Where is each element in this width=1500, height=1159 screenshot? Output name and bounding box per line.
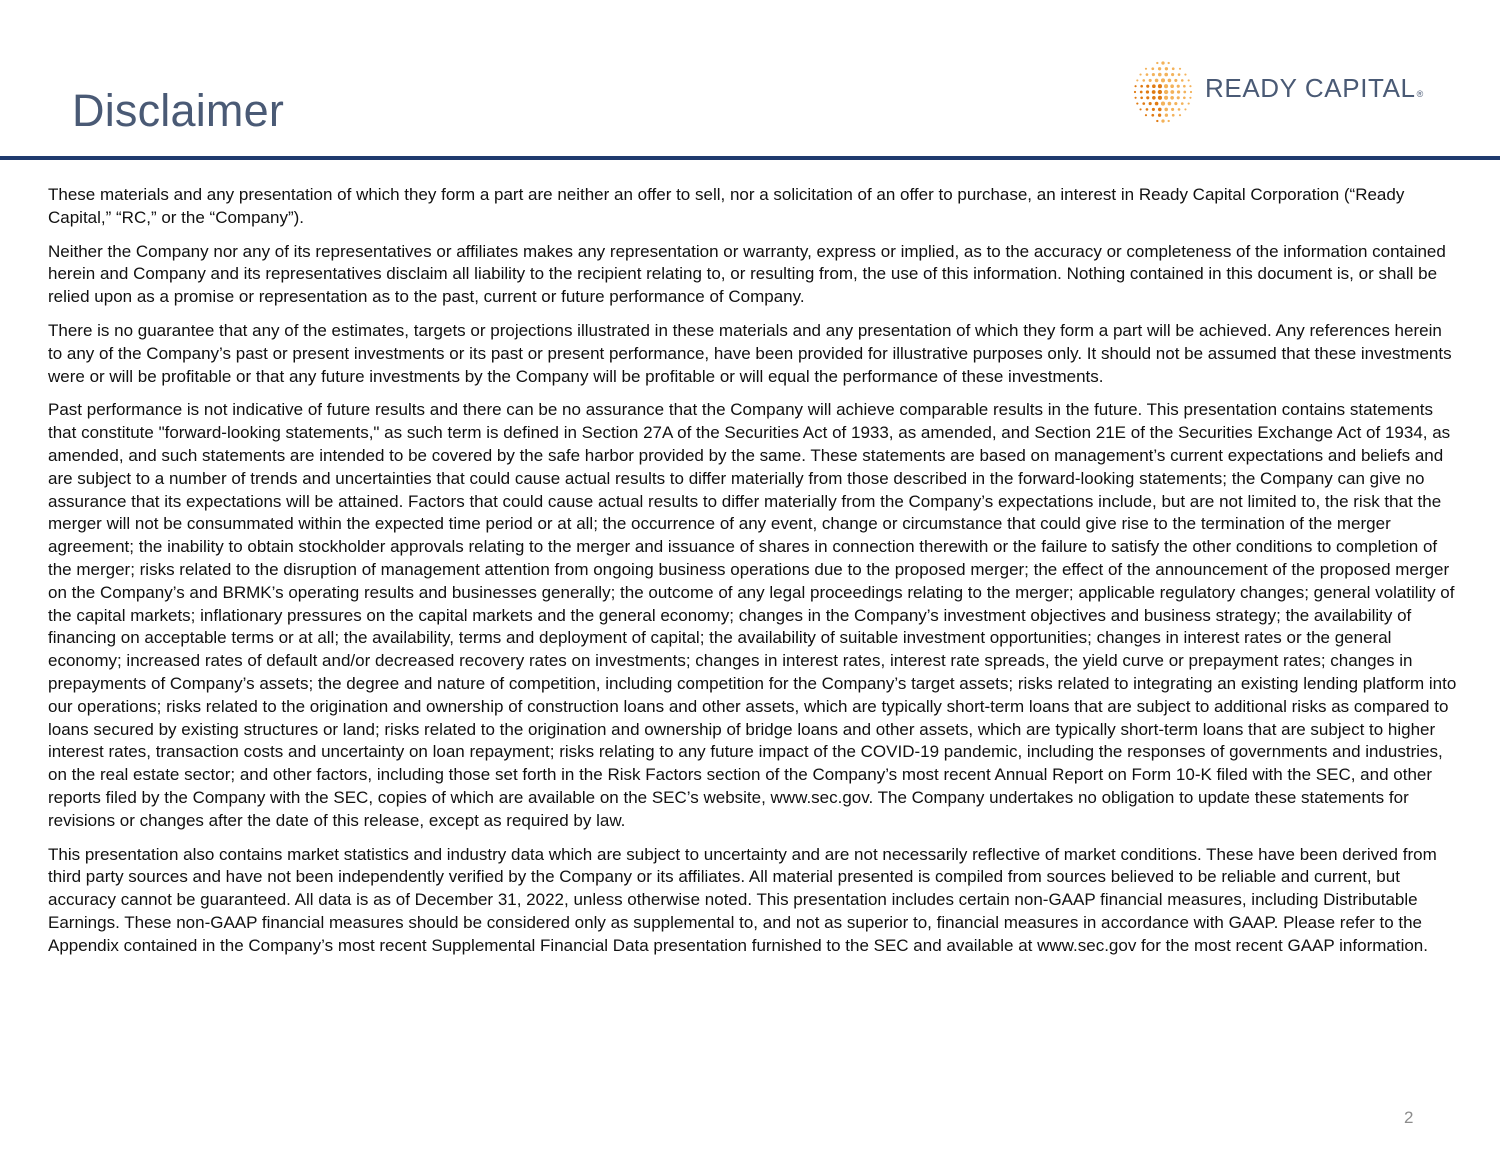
logo-dot bbox=[1151, 67, 1154, 70]
logo-dot bbox=[1168, 120, 1170, 122]
logo-dot bbox=[1161, 78, 1165, 82]
logo-dot bbox=[1142, 102, 1145, 105]
logo-dot bbox=[1149, 79, 1152, 82]
logo-dot bbox=[1170, 90, 1174, 94]
logo-dot bbox=[1158, 96, 1162, 100]
logo-dot bbox=[1183, 96, 1186, 99]
logo-dot bbox=[1179, 114, 1181, 116]
logo-dot bbox=[1151, 114, 1154, 117]
disclaimer-paragraph-no-guarantee: There is no guarantee that any of the estimates, targets or projections illustrated in these materials and any presentation of which they form a part will be achieved. Any references herein to any of the Company’s past or present investments or its past or present performance, have been provided for illustrative purposes only. It should not be assumed that these investments were or will be profitable or that any future investments by the Company will be profitable or will equal the performance of these investments. bbox=[48, 320, 1452, 386]
logo-dot bbox=[1172, 67, 1175, 70]
logo-dot bbox=[1149, 102, 1152, 105]
logo-dot bbox=[1140, 91, 1143, 94]
logo-dot bbox=[1146, 96, 1149, 99]
logo-dot bbox=[1181, 102, 1184, 105]
logo-dot bbox=[1164, 108, 1168, 112]
logo-dot bbox=[1178, 108, 1181, 111]
logo-dot bbox=[1158, 67, 1161, 70]
logo-dot bbox=[1140, 96, 1143, 99]
logo-dot bbox=[1170, 96, 1174, 100]
company-logo bbox=[1130, 60, 1450, 124]
logo-dot bbox=[1158, 84, 1162, 88]
logo-dot bbox=[1171, 73, 1174, 76]
dot-grid-logo-icon bbox=[1130, 60, 1196, 124]
logo-dot bbox=[1184, 74, 1186, 76]
logo-wordmark bbox=[1205, 75, 1424, 101]
logo-dot bbox=[1155, 79, 1159, 83]
logo-dot bbox=[1155, 102, 1159, 106]
header-divider bbox=[0, 156, 1500, 160]
logo-dot bbox=[1145, 114, 1147, 116]
page-title: Disclaimer bbox=[72, 85, 285, 136]
logo-dot bbox=[1189, 85, 1191, 87]
disclaimer-paragraph-no-warranty: Neither the Company nor any of its representatives or affiliates makes any representation or warranty, express or implied, as to the accuracy or completeness of the information contained herein and Company and its representatives disclaim all liability to the recipient relating to, or resulting from, the use of this information. Nothing contained in this document is, or shall be relied upon as a promise or representation as to the past, current or future performance of Company. bbox=[48, 241, 1446, 307]
logo-dot bbox=[1158, 108, 1162, 112]
logo-dot bbox=[1164, 90, 1168, 94]
logo-dot bbox=[1136, 79, 1138, 81]
logo-dot bbox=[1168, 102, 1172, 106]
logo-dot bbox=[1183, 85, 1186, 88]
logo-name: READY CAPITAL bbox=[1205, 73, 1416, 103]
logo-dot bbox=[1146, 108, 1149, 111]
logo-dot bbox=[1146, 85, 1149, 88]
logo-dot bbox=[1134, 85, 1136, 87]
logo-dot bbox=[1134, 97, 1136, 99]
logo-dot bbox=[1136, 103, 1138, 105]
logo-dot bbox=[1170, 84, 1174, 88]
logo-dot bbox=[1177, 96, 1180, 99]
logo-dot bbox=[1158, 73, 1162, 77]
logo-dot bbox=[1184, 108, 1186, 110]
logo-dot bbox=[1183, 91, 1186, 94]
logo-dot bbox=[1161, 102, 1165, 106]
logo-dot bbox=[1172, 114, 1175, 117]
disclaimer-paragraph-forward-looking: Past performance is not indicative of future results and there can be no assurance that the Company will achieve comparable results in the future. This presentation contains statements that constitute "forward-looking statements," as such term is defined in Section 27A of the Securities Act of 1933, as amended, and Section 21E of the Securities Exchange Act of 1934, as amended, and such statements are intended to be covered by the safe harbor provided by the same. These statements are based on management’s current expectations and beliefs and are subject to a number of trends and uncertainties that could cause actual results to differ materially from those described in the forward-looking statements; the Company can give no assurance that its expectations will be attained. Factors that could cause actual results to differ materially from the Company’s expectations include, but are not limited to, the risk that the merger will not be consummated within the expected time period or at all; the occurrence of any event, change or circumstance that could give rise to the termination of the merger agreement; the inability to obtain stockholder approvals relating to the merger and issuance of shares in connection therewith or the failure to satisfy the other conditions to completion of the merger; risks related to the disruption of management attention from ongoing business operations due to the proposed merger; the effect of the announcement of the proposed merger on the Company’s and BRMK’s operating results and businesses generally; the outcome of any legal proceedings relating to the merger; applicable regulatory changes; general volatility of the capital markets; inflationary pressures on the capital markets and the general economy; changes in the Company’s investment objectives and business strategy; the availability of financing on acceptable terms or at all; the availability, terms and deployment of capital; the availability of suitable investment opportunities; changes in interest rates or the general economy; increased rates of default and/or decreased recovery rates on investments; changes in interest rates, interest rate spreads, the yield curve or prepayment rates; changes in prepayments of Company’s assets; the degree and nature of competition, including competition for the Company’s target assets; risks related to integrating an existing lending platform into our operations; risks related to the origination and ownership of construction loans and other assets, which are typically short-term loans that are subject to additional risks as compared to loans secured by existing structures or land; risks related to the origination and ownership of bridge loans and other assets, which are typically short-term loans that are subject to higher interest rates, transaction costs and uncertainty on loan repayment; risks relating to any future impact of the COVID-19 pandemic, including the responses of governments and industries, on the real estate sector; and other factors, including those set forth in the Risk Factors section of the Company’s most recent Annual Report on Form 10-K filed with the SEC, and other reports filed by the Company with the SEC, copies of which are available on the SEC’s website, www.sec.gov. The Company undertakes no obligation to update these statements for revisions or changes after the date of this release, except as required by law. bbox=[48, 400, 1457, 830]
logo-dot bbox=[1174, 79, 1177, 82]
logo-dot bbox=[1152, 90, 1156, 94]
logo-dot bbox=[1165, 67, 1168, 70]
logo-dot bbox=[1179, 68, 1181, 70]
logo-dot bbox=[1188, 103, 1190, 105]
logo-dot bbox=[1139, 74, 1141, 76]
logo-dot bbox=[1146, 90, 1149, 93]
logo-dot bbox=[1190, 91, 1192, 93]
page-number: 2 bbox=[1404, 1108, 1414, 1127]
logo-dot bbox=[1146, 73, 1149, 76]
disclaimer-body bbox=[48, 184, 1458, 969]
logo-dot bbox=[1177, 90, 1180, 93]
logo-dot bbox=[1156, 62, 1158, 64]
logo-dot bbox=[1158, 114, 1161, 117]
logo-dot bbox=[1177, 85, 1180, 88]
logo-dot bbox=[1140, 85, 1143, 88]
logo-dot bbox=[1152, 96, 1156, 100]
logo-dot bbox=[1168, 62, 1170, 64]
logo-dot bbox=[1174, 102, 1177, 105]
logo-dot bbox=[1164, 84, 1168, 88]
logo-dot bbox=[1161, 119, 1164, 122]
logo-dot bbox=[1152, 73, 1155, 76]
disclaimer-paragraph-market-data: This presentation also contains market statistics and industry data which are subject to uncertainty and are not necessarily reflective of market conditions. These have been derived from third party sources and have not been independently verified by the Company or its affiliates. All material presented is compiled from sources believed to be reliable and current, but accuracy cannot be guaranteed. All data is as of December 31, 2022, unless otherwise noted. This presentation includes certain non-GAAP financial measures, including Distributable Earnings. These non-GAAP financial measures should be considered only as supplemental to, and not as superior to, financial measures in accordance with GAAP. Please refer to the Appendix contained in the Company’s most recent Supplemental Financial Data presentation furnished to the SEC and available at www.sec.gov for the most recent GAAP information. bbox=[48, 844, 1437, 955]
logo-dot bbox=[1134, 91, 1136, 93]
logo-dot bbox=[1156, 120, 1158, 122]
logo-dot bbox=[1164, 96, 1168, 100]
disclaimer-paragraph-offer: These materials and any presentation of which they form a part are neither an offer to sell, nor a solicitation of an offer to purchase, an interest in Ready Capital Corporation (“Ready Capital,” “RC,” or the “Company”). bbox=[48, 185, 1405, 227]
logo-dot bbox=[1161, 61, 1164, 64]
logo-dot bbox=[1178, 73, 1181, 76]
logo-dot bbox=[1171, 108, 1174, 111]
logo-dot bbox=[1139, 108, 1141, 110]
logo-dot bbox=[1152, 84, 1156, 88]
logo-dot bbox=[1164, 73, 1168, 77]
logo-dot bbox=[1158, 90, 1162, 94]
logo-dot bbox=[1165, 114, 1168, 117]
logo-dot bbox=[1145, 68, 1147, 70]
logo-dot bbox=[1142, 79, 1145, 82]
logo-dot bbox=[1189, 97, 1191, 99]
logo-dot bbox=[1181, 79, 1184, 82]
logo-dot bbox=[1152, 108, 1155, 111]
logo-dot bbox=[1168, 79, 1172, 83]
logo-registered-mark: ® bbox=[1416, 89, 1424, 99]
logo-dot bbox=[1188, 79, 1190, 81]
